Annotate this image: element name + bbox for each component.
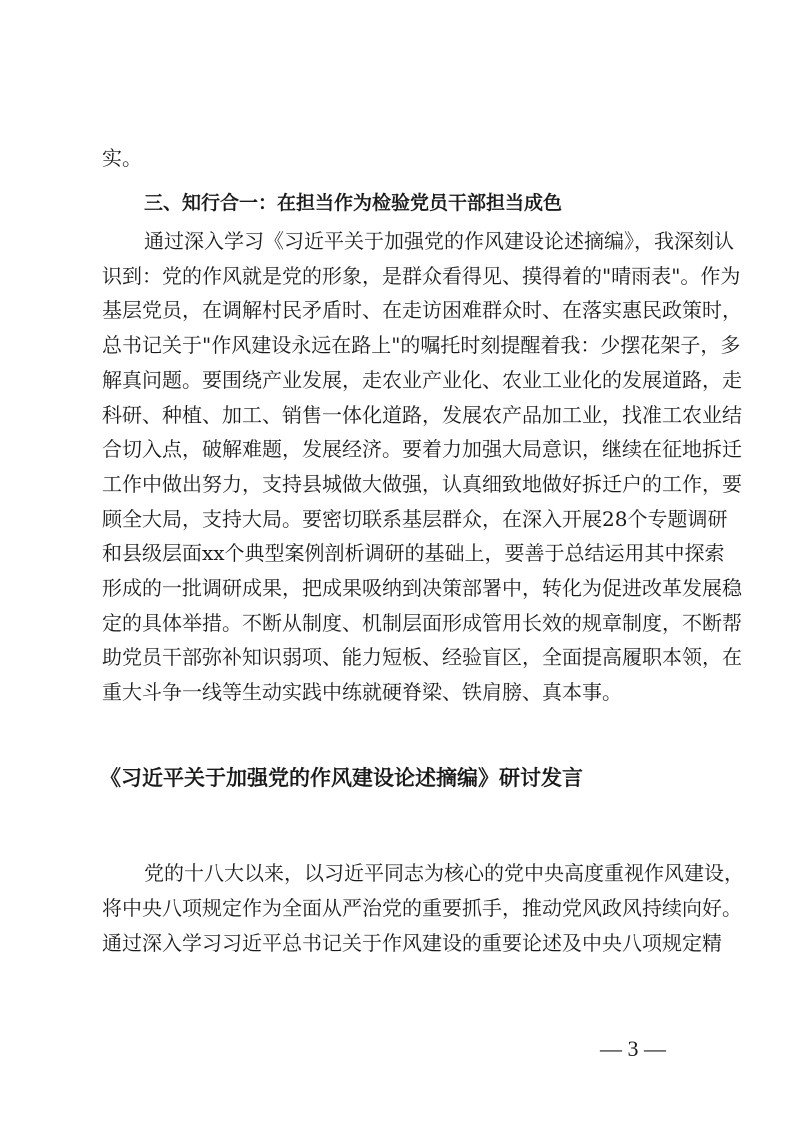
paragraph-line: 将中央八项规定作为全面从严治党的重要抓手，推动党风政风持续向好。 (102, 896, 742, 920)
paragraph-line: 形成的一批调研成果，把成果吸纳到决策部署中，转化为促进改革发展稳 (102, 576, 742, 600)
paragraph-line: 工作中做出努力，支持县城做大做强，认真细致地做好拆迁户的工作，要 (102, 472, 742, 496)
paragraph-line: 顾全大局，支持大局。要密切联系基层群众，在深入开展28个专题调研 (102, 507, 728, 531)
paragraph-line: 定的具体举措。不断从制度、机制层面形成管用长效的规章制度，不断帮 (102, 611, 742, 635)
paragraph-line: 识到：党的作风就是党的形象，是群众看得见、摸得着的"晴雨表"。作为 (102, 264, 741, 288)
paragraph-line: 解真问题。要围绕产业发展，走农业产业化、农业工业化的发展道路，走 (102, 368, 742, 392)
paragraph-line: 通过深入学习《习近平关于加强党的作风建设论述摘编》，我深刻认 (144, 229, 734, 253)
paragraph-line: 和县级层面xx个典型案例剖析调研的基础上，要善于总结运用其中探索 (102, 541, 725, 565)
section-heading: 三、知行合一：在担当作为检验党员干部担当成色 (144, 192, 563, 214)
paragraph-line: 助党员干部弥补知识弱项、能力短板、经验盲区，全面提高履职本领，在 (102, 645, 742, 669)
paragraph-line: 通过深入学习习近平总书记关于作风建设的重要论述及中央八项规定精 (102, 931, 722, 955)
carry-over-line: 实。 (102, 146, 142, 170)
paragraph-line: 总书记关于"作风建设永远在路上"的嘱托时刻提醒着我：少摆花架子，多 (102, 333, 741, 357)
paragraph-line: 党的十八大以来，以习近平同志为核心的党中央高度重视作风建设， (144, 861, 744, 885)
page-number: — 3 — (600, 1036, 666, 1061)
paragraph-line: 基层党员，在调解村民矛盾时、在走访困难群众时、在落实惠民政策时， (102, 298, 742, 322)
paragraph-line: 合切入点，破解难题，发展经济。要着力加强大局意识，继续在征地拆迁 (102, 437, 742, 461)
paragraph-line: 重大斗争一线等生动实践中练就硬脊梁、铁肩膀、真本事。 (102, 680, 622, 704)
article-title: 《习近平关于加强党的作风建设论述摘编》研讨发言 (100, 766, 583, 790)
paragraph-line: 科研、种植、加工、销售一体化道路，发展农产品加工业，找准工农业结 (102, 403, 742, 427)
